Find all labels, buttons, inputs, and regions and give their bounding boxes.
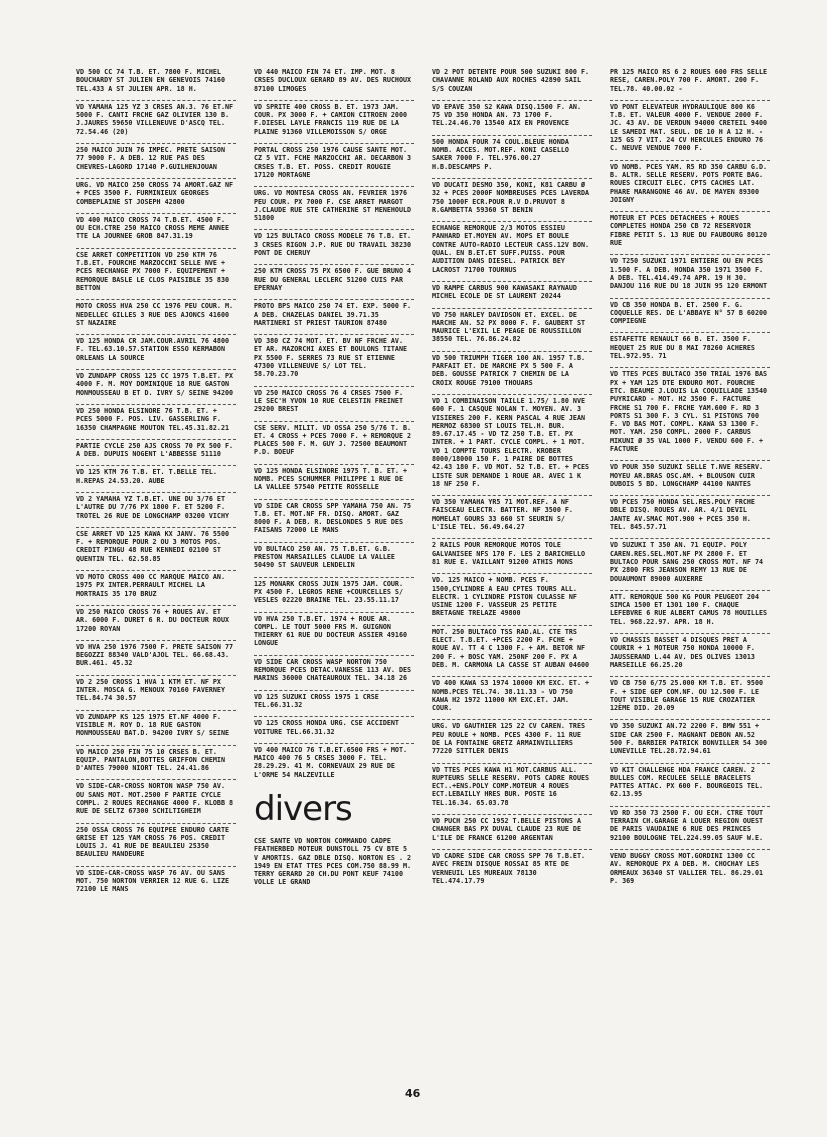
- ad-separator: [76, 773, 236, 780]
- ad-separator: [254, 137, 414, 144]
- classified-ad: ATT. REMORQUE 500 KG POUR PEUGEOT 204 SIMCA 1500 ET 1301 100 F. CHAQUE LEFEBVRE 6 RUE ALBERT CAMUS 78 HOUILLES TEL. 968.22.97. APR. 18 H.: [610, 592, 768, 626]
- classified-ad: URG. VD GAUTHIER 125 22 CV CAREN. TRES PEU ROULE + NOMB. PCES 4300 F. 11 RUE DE LA FONTAINE GRETZ ARMAINVILLIERS 77220 SITTLER DENIS: [432, 722, 585, 756]
- classified-ad: VD EPAVE 350 S2 KAWA DISQ.1500 F. AN. 75 VD 350 HONDA AN. 73 1700 F. TEL.24.46.70 13540 AIX EN PROVENCE: [432, 102, 581, 128]
- classified-ad: VD 2 250 CROSS 1 HVA 1 KTM ET. NF PX INTER. MOSCA G. MENOUX 70160 FAVERNEY TEL.84.74 30.57: [76, 677, 225, 703]
- classified-ad: VD 400 MAICO 76 T.B.ET.6500 FRS + MOT. MAICO 400 76 5 CRSES 3000 F. TEL. 28.29.29. 41 M. CORNEVAUX 29 RUE DE L'ORME 54 MALZEVILLE: [254, 745, 407, 779]
- ad-separator: [610, 205, 770, 212]
- classified-ad: VD 125 BULTACO CROSS MODELE 76 T.B. ET. 3 CRSES RIGON J.P. RUE DU TRAVAIL 38230 PONT DE CHERUY: [254, 232, 412, 258]
- section-heading: divers: [254, 789, 352, 829]
- classified-ad: VD NOMB. PCES YAM. R5 RD 350 CARBU G.D. B. ALTR. SELLE RESERV. POTS PORTE BAG. ROUES CIRCUIT ELEC. CPTS CACHES LAT. PHARE MARANGONE 46 AV. DE MAYEN 89300 JOIGNY: [610, 162, 768, 204]
- classified-ad: VD MOTO CROSS 400 CC MARQUE MAICO AN. 1975 PX INTER.PERRAULT MICHEL LA MORTRAIS 35 170 BRUZ: [76, 573, 225, 598]
- classified-ad: MOTEUR ET PCES DETACHEES + ROUES COMPLETES HONDA 250 CB 72 RESERVOIR FIBRE PETIT S. 13 RUE DU FAUBOURG 80120 RUE: [610, 214, 768, 248]
- ad-separator: [254, 710, 414, 717]
- ad-separator: [432, 215, 592, 222]
- classified-ad: VD 125 KTM 76 T.B. ET. T.BELLE TEL. H.REPAS 24.53.20. AUBE: [76, 468, 217, 485]
- ad-separator: [610, 713, 770, 720]
- ad-separator: [254, 458, 414, 465]
- ad-separator: [432, 670, 592, 677]
- ad-separator: [610, 154, 770, 161]
- classified-ad: VD POUR 350 SUZUKI SELLE T.NVE RESERV. MOYEU AR.BRAS OSC.AM. + BLOUSON CUIR DUBOIS 5 BD. LONGCHAMP 44100 NANTES: [610, 463, 763, 488]
- classified-ad: URG. VD MONTESA CROSS AN. FEVRIER 1976 PEU COUR. PX 7000 F. CSE ARRET MARGOT J.CLAUDE RUE STE CATHERINE ST MENEHOULD 51800: [254, 189, 412, 223]
- ad-separator: [76, 704, 236, 711]
- ad-separator: [610, 584, 770, 591]
- ad-separator: [432, 808, 592, 815]
- ad-separator: [76, 521, 236, 528]
- ad-separator: [432, 619, 592, 626]
- classified-ad: CSE SANTE VD NORTON COMMANDO CADPE FEATHERBED MOTEUR DUNSTOLL 75 CV BTE 5 V AMORTIS. GAZ DBLE DISQ. NORTON ES . 2 1949 EN ETAT TTES PCES COM.750 88.99 M. TERRY GERARD 20 CH.DU PONT KEUF 74100 VOLLE LE GRAND: [254, 837, 412, 887]
- classified-ad: CSE ARRET COMPETITION VD 250 KTM 76 T.B.ET. FOURCHE MARZOCCHI SELLE NVE + PCES RECHANGE PX 7000 F. EQUIPEMENT + REMORQUE BASLE LE CLOS PAISIBLE 35 830 BETTON: [76, 250, 229, 292]
- ad-separator: [254, 571, 414, 578]
- classified-ad: VD 1 COMBINAISON TAILLE 1.75/ 1.80 NVE 600 F. 1 CASQUE NOLAN T. MOYEN. AV. 3 VISIERES 200 F. KERN PASCAL 4 RUE JEAN MERMOZ 68300 ST LOUIS TEL.H. BUR. 89.67.17.45 - VD TZ 250 T.B. ET. PX INTER. + 1 PART. CYCLE COMPL. + 1 MOT. VD 1 COMPTE TOURS ELECTR. KROBER 8000/18000 150 F. 1 PAIRE DE BOTTES 42.43 180 F. VD MOT. 52 T.B. ET. + PCES LISTE SUR DEMANDE 1 ROUE AR. AVEC 1 K 18 NF 250 F.: [432, 396, 590, 488]
- classified-ad: 2 RAILS POUR REMORQUE MOTOS TOLE GALVANISEE NFS 170 F. LES 2 BARICHELLO 81 RUE E. VAILLANT 91200 ATHIS MONS: [432, 541, 585, 566]
- classified-ad: VD YAMAHA 125 YZ 3 CRSES AN.3. 76 ET.NF 5000 F. CANTI FRCHE GAZ OLIVIER 130 B. J.JAURES 59650 VILLENEUVE D'ASCQ TEL. 72.54.46 (20): [76, 102, 234, 136]
- classified-ad: VD CADRE SIDE CAR CROSS SPP 76 T.B.ET. AVEC FREIN DISQUE ROSSAI 85 RTE DE VERNEUIL LES MUREAUX 78130 TEL.474.17.79: [432, 851, 585, 885]
- classified-ad: PROTO BPS MAICO 250 74 ET. EXP. 5000 F. A DEB. CHAZELAS DANIEL 39.71.35 MARTINERI ST PRIEST TAURION 87480: [254, 302, 412, 327]
- classified-ad: VD HVA 250 1976 7500 F. PRETE SAISON 77 BEGOZZI 88340 VALD'AJOL TEL. 66.68.43. BUR.461. 45.32: [76, 642, 234, 668]
- classified-ad: VD RAMPE CARBUS 900 KAWASAKI RAYNAUD MICHEL ECOLE DE ST LAURENT 20244: [432, 283, 577, 301]
- classified-ad: ECHANGE REMORQUE 2/3 MOTOS ESSIEU PANHARD ET.MOYEN AV. MOPS ET BOULE CONTRE AUTO-RADIO LECTEUR CASS.12V BON. QUAL. EN B.ET.ET SUFF.PUISS. POUR AUDITION DANS DIESEL. PATRICK BEY LACROST 71700 TOURNUS: [432, 224, 590, 274]
- classified-ad: VD 125 SUZUKI CROSS 1975 1 CRSE TEL.66.31.32: [254, 692, 379, 709]
- ad-separator: [254, 328, 414, 335]
- classified-ad: VD HVA 250 T.B.ET. 1974 + ROUE AR. COMPL. LE TOUT 5000 FRS M. GUIGNON THIERRY 61 RUE DU DOCTEUR ASSIER 49160 LONGUE: [254, 614, 407, 648]
- classified-ad: VD 125 CROSS HONDA URG. CSE ACCIDENT VOITURE TEL.66.31.32: [254, 719, 399, 736]
- ad-separator: [76, 634, 236, 641]
- classified-ad: VD TTES PCES BULTACO 350 TRIAL 1976 BAS PX + YAM 125 DTE ENDURO MOT. FOURCHE ETC. BEAUME J.LOUIS LA COQUILLADE 13540 PUYRICARD - MOT. H2 3500 F. FACTURE FRCHE S1 700 F. FRCHE YAM.600 F. RD 3 PORTS S1 300 F. 3 CYL. S1 PISTONS 700 F. VD BAS MOT. COMPL. KAWA S3 1300 F. MOT. YAM. 250 COMPL. 2000 F. CARBUS MIKUNI Ø 35 VAL 1000 F. VENDU 600 F. + FACTURE: [610, 370, 768, 453]
- ad-separator: [432, 129, 592, 136]
- ad-separator: [254, 94, 414, 101]
- ad-separator: [610, 454, 770, 461]
- ad-separator: [254, 415, 414, 422]
- classified-ad: VD KIT CHALLENGE HDA FRANCE CAREN. 2 BULLES COM. RECULEE SELLE BRACELETS PATTES ATTAC. PX 600 F. BOURGEOIS TEL. 62.13.95: [610, 765, 763, 799]
- classified-ad: VD 350 SUZUKI AN.72 2200 F. BMW 551 + SIDE CAR 2500 F. MAGNANT DEBON AN.52 500 F. BARBIER PATRICK BONVILLER 54 300 LUNEVILLE TEL.28.72.94.61: [610, 722, 768, 756]
- classified-ad: VD 380 CZ 74 MOT. ET. BV NF FRCHE AV. ET AR. MAZORCHI AXES ET BOULONS TITANE PX 5500 F. SERRES 73 RUE ST ETIENNE 47300 VILLENEUVE S/ LOT TEL. 58.70.23.70: [254, 337, 407, 379]
- classified-ad: VD 250 HONDA ELSINORE 76 T.B. ET. + PCES 5000 F. POS. LIV. GASSERLING F. 16350 CHAMPAGNE MOUTON TEL.45.31.82.21: [76, 406, 229, 432]
- ad-separator: [76, 94, 236, 101]
- ad-separator: [254, 649, 414, 656]
- classified-ad: VD 400 KAWA S3 1974 10000 KM EXC. ET. + NOMB.PCES TEL.74. 38.11.33 - VD 750 KAWA H2 1972 11000 KM EXC.ET. JAM. COUR.: [432, 679, 590, 713]
- classified-ad: VD CHASSIS BASSET 4 DISQUES PRET A COURIR + 1 MOTEUR 750 HONDA 10000 F. JAUSSERAND L.44 AV. DES OLIVES 13013 MARSEILLE 66.25.20: [610, 636, 755, 669]
- classified-ad: VD. 125 MAICO + NOMB. PCES F. 1500,CYLINDRE A EAU CPTES TOURS ALL. ELECTR. 1 CYLINDRE PISTON CULASSE NF USINE 1200 F. VASSEUR 25 PETITE BRETAGNE TRELAZE 49800: [432, 576, 577, 618]
- ads-column-4: [610, 68, 770, 886]
- ad-separator: [254, 493, 414, 500]
- classified-ad: VD PCES 750 HONDA SEL.RES.POLY FRCHE DBLE DISQ. ROUES AV. AR. 4/1 DEVIL JANTE AV.SMAC MOT.900 + PCES 350 H. TEL. 845.57.71: [610, 498, 755, 532]
- ad-separator: [76, 599, 236, 606]
- ad-separator: [76, 137, 236, 144]
- classified-ad: VD PONT ELEVATEUR HYDRAULIQUE 800 K6 T.B. ET. VALEUR 4000 F. VENDUE 2000 F. JC. 43 AV. DE VERDUN 94000 CRETEIL 9400 LE SAMEDI MAT. SEUL. DE 10 H A 12 H. - 125 GS 7 VIT. 24 CV HERCULES ENDURO 76 C. NEUVE VENDUE 7000 F.: [610, 102, 768, 153]
- ad-separator: [432, 172, 592, 179]
- ads-column-2: [254, 68, 414, 888]
- classified-ad: VD BULTACO 250 AN. 75 T.B.ET. G.B. PRESTON MARSAILLES CLAUDE LA VALLEE 50490 ST SAUVEUR LENDELIN: [254, 544, 395, 570]
- classified-ad: VD T250 SUZUKI 1971 ENTIERE OU EN PCES 1.500 F. A DEB. HONDA 350 1971 3500 F. A DEB. TEL.414.49.74 APR. 19 H 30. DANJOU 116 RUE DU 18 JUIN 95 120 ERMONT: [610, 257, 768, 291]
- ad-separator: [254, 737, 414, 744]
- ad-separator: [254, 606, 414, 613]
- classified-ad: VD SIDE-CAR-CROSS NORTON WASP 750 AV. OU SANS MOT. MOT.2500 F PARTIE CYCLE COMPL. 2 ROUES RECHANGE 4000 F. KLOBB 8 RUE DE SELTZ 67300 SCHILTIGHEIM: [76, 782, 234, 816]
- classified-ad: 250 KTM CROSS 75 PX 6500 F. GUE BRUNO 4 RUE DU GENERAL LECLERC 51200 CUIS PAR EPERNAY: [254, 267, 412, 292]
- ad-separator: [76, 328, 236, 335]
- classified-ad: VD 125 HONDA CR JAM.COUR.AVRIL 76 4800 F. TEL.63.10.57.STATION ESSO KERMABON ORLEANS LA SOURCE: [76, 337, 229, 362]
- page-number: 46: [405, 1087, 421, 1100]
- classified-ad: VD SUZUKI T 350 AN. 71 EQUIP. POLY CAREN.RES.SEL.MOT.NF PX 2800 F. ET BULTACO POUR SANG 250 CROSS MOT. NF 74 PX 2800 FRS JEANSON REMY 13 RUE DE DOUAUMONT 89000 AUXERRE: [610, 541, 763, 583]
- classified-ad: PORTAL CROSS 250 1976 CAUSE SANTE MOT. CZ 5 VIT. FCHE MARZOCCHI AR. DECARBON 3 CRSES T.B. ET. POSS. CREDIT ROUGIE 17120 MORTAGNE: [254, 146, 412, 179]
- classified-ad: VD 440 MAICO FIN 74 ET. IMP. MOT. 8 CRSES DUCLOUX GERARD 89 AV. DES RUCHOUX 87100 LIMOGES: [254, 68, 412, 93]
- classified-ad: MOTO CROSS HVA 250 CC 1976 PEU COUR. M. NEDELLEC GILLES 3 RUE DES AJONCS 41600 ST NAZAIRE: [76, 302, 234, 327]
- ad-separator: [76, 433, 236, 440]
- ad-separator: [432, 532, 592, 539]
- ad-separator: [254, 380, 414, 387]
- classified-ad: CSE SERV. MILIT. VD OSSA 250 5/76 T. B. ET. 4 CROSS + PCES 7000 F. + REMORQUE 2 PLACES 500 F. M. GUY J. 72500 BEAUMONT P.D. BOEUF: [254, 423, 412, 457]
- ad-separator: [432, 713, 592, 720]
- ad-separator: [610, 843, 770, 850]
- classified-ad: VD ZUNDAPP CROSS 125 CC 1975 T.B.ET. PX 4000 F. M. MOY DOMINIQUE 18 RUE GASTON MONMOUSSEAU B ET D. IVRY S/ SEINE 94200: [76, 372, 234, 397]
- classified-ad: VD SIDE CAR CROSS SPP YAMAHA 750 AN. 75 T.B. ET. MOT.NF FR. DISQ. AMORT. GAZ 8000 F. A DEB. R. DESLONDES 5 RUE DES FAISANS 72000 LE MANS: [254, 501, 412, 535]
- ad-separator: [610, 532, 770, 539]
- classified-ad: URG. VD MAICO 250 CROSS 74 AMORT.GAZ NF + PCES 3500 F. FURMINIEUX GEORGES COMBEPLAINE ST JOSEPH 42800: [76, 180, 234, 206]
- classified-ad: VD CB 350 HONDA B. ET. 2500 F. G. COQUELLE RES. DE L'ABBAYE N° 57 B 60200 COMPIEGNE: [610, 300, 768, 326]
- ads-column-3: [432, 68, 592, 886]
- classified-ad: 500 HONDA FOUR 74 COUL.BLEUE HONDA NOMB. ACCES. MOT.REF. KONI CASELLO SAKER 7000 F. TEL.976.00.27 H.B.DESCAMPS P.: [432, 137, 569, 171]
- ad-separator: [610, 757, 770, 764]
- ad-separator: [76, 860, 236, 867]
- ad-separator: [76, 363, 236, 370]
- classified-ad: 250 MAICO JUIN 76 IMPEC. PRETE SAISON 77 9000 F. A DEB. 12 RUE PAS DES CHEVRES-LAGORD 17140 P.GUILHENJOUAN: [76, 146, 225, 171]
- classified-ad: CSE ARRET VD 125 KAWA KX JANV. 76 5500 F. + REMORQUE POUR 2 OU 3 MOTOS POS. CREDIT PINGU 48 RUE KENNEDI 02100 ST QUENTIN TEL. 62.58.85: [76, 529, 229, 563]
- classified-ad: 125 MONARK CROSS JUIN 1975 JAM. COUR. PX 4500 F. LEGROS RENE +COURCELLES S/ VESLES 02220 BRAINE TEL. 23.55.11.17: [254, 579, 403, 605]
- ad-separator: [254, 293, 414, 300]
- ad-separator: [254, 258, 414, 265]
- ad-separator: [76, 459, 236, 466]
- ad-separator: [254, 223, 414, 230]
- ad-separator: [432, 843, 592, 850]
- ad-separator: [610, 361, 770, 368]
- ad-separator: [432, 388, 592, 395]
- ad-separator: [76, 739, 236, 746]
- ad-separator: [432, 94, 592, 101]
- classified-ad: ESTAFETTE RENAULT 66 B. ET. 3500 F. HEQUET 25 RUE DU 8 MAI 78260 ACHERES TEL.972.95. 71: [610, 335, 755, 361]
- ad-separator: [610, 326, 770, 333]
- classified-ad: VEND BUGGY CROSS MOT.GORDINI 1300 CC AV. REMORQUE PX A DEB. M. CHOCHAY LES ORMEAUX 36340 ST VALLIER TEL. 86.29.01 P. 369: [610, 851, 763, 885]
- classified-ad: VD 500 CC 74 T.B. ET. 7800 F. MICHEL BOUCHARDY ST JULIEN EN GENEVOIS 74160 TEL.433 A ST JULIEN APR. 18 H.: [76, 68, 225, 93]
- classified-ad: VD 400 MAICO CROSS 74 T.B.ET. 4500 F. OU ECH.CTRE 250 MAICO CROSS MEME ANNEE TTE LA JOURNEE GROB 847.31.19: [76, 215, 229, 241]
- ads-column-1: [76, 68, 236, 895]
- classified-ad: VD 750 HARLEY DAVIDSON ET. EXCEL. DE MARCHE AN. 52 PX 8000 F. F. GAUBERT ST MAURICE L'EXIL LE PEAGE DE ROUSSILLON 38550 TEL. 76.86.24.82: [432, 310, 585, 344]
- ad-separator: [76, 172, 236, 179]
- classified-ad: VD PUCH 250 CC 1952 T.BELLE PISTONS A CHANGER BAS PX DUVAL CLAUDE 23 RUE DE L'ILE DE FRANCE 61200 ARGENTAN: [432, 817, 581, 842]
- classified-ad: VD 350 YAMAHA YR5 71 MOT.REF. A NF FAISCEAU ELECTR. BATTER. NF 3500 F. MOMELAT GOURS 33 660 ST SEURIN S/ L'ISLE TEL. 56.49.64.27: [432, 498, 573, 532]
- classified-ad: VD 500 TRIUMPH TIGER 100 AN. 1957 T.B. PARFAIT ET. DE MARCHE PX 5 500 F. A DEB. GOUSSE PATRICK 7 CHEMIN DE LA CROIX ROUGE 79100 THOUARS: [432, 353, 585, 387]
- classified-ad: VD DUCATI DESMO 350, KONI, K81 CARBU Ø 32 + PCES 2000F NOMBREUSES PCES LAVERDA 750 1000F ECR.POUR R.V D.PRUVOT 8 R.GAMBETTA 59360 ST BENIN: [432, 180, 590, 214]
- ad-separator: [76, 293, 236, 300]
- classified-ad: VD 250 MAICO CROSS 76 + ROUES AV. ET AR. 6000 F. DURET 6 R. DU DOCTEUR ROUX 17200 ROYAN: [76, 607, 229, 633]
- ad-separator: [254, 684, 414, 691]
- ad-separator: [610, 292, 770, 299]
- ad-separator: [610, 248, 770, 255]
- classified-ad: VD CB 750 6/75 25.000 KM T.B. ET. 9500 F. + SIDE GEP COM.NF. OU 12.500 F. LE TOUT VISIBLE GARAGE 15 RUE CROZATIER 12ÈME DID. 20.09: [610, 679, 763, 713]
- ad-separator: [76, 817, 236, 824]
- classified-ad: VD 2 POT DETENTE POUR 500 SUZUKI 800 F. CHAVANNE ROLAND AUX ROCHES 42890 SAIL S/S COUZAN: [432, 68, 590, 93]
- classified-ad: 250 OSSA CROSS 76 EQUIPEE ENDURO CARTE GRISE ET 125 YAM CROSS 76 POS. CREDIT LOUIS J. 41 RUE DE BEAULIEU 25350 BEAULIEU MANDEURE: [76, 825, 229, 859]
- classified-ad: VD 250 MAICO CROSS 76 4 CRSES 7500 F. LE SEC'H YVON 10 RUE CELESTIN FREINET 29200 BREST: [254, 388, 403, 414]
- ad-separator: [610, 800, 770, 807]
- classified-ad: VD SIDE CAR CROSS WASP NORTON 750 REMORQUE PCES DETAC.VANESSE 113 AV. DES MARINS 36000 CHATEAUROUX TEL. 34.18 26: [254, 657, 412, 683]
- ad-separator: [432, 345, 592, 352]
- classified-ad: VD 2 YAMAHA YZ T.B.ET. UNE DU 3/76 ET L'AUTRE DU 7/76 PX 1800 F. ET 5200 F. TROTEL 26 RUE DE LONGCHAMP 03200 VICHY: [76, 494, 229, 520]
- ad-separator: [432, 275, 592, 282]
- ad-separator: [610, 489, 770, 496]
- ad-separator: [76, 486, 236, 493]
- classified-ad: VD SIDE-CAR-CROSS WASP 76 AV. OU SANS MOT. 750 NORTON VERRIER 12 RUE G. LIZE 72100 LE MANS: [76, 868, 229, 894]
- ad-separator: [76, 669, 236, 676]
- ad-separator: [610, 627, 770, 634]
- ad-separator: [76, 398, 236, 405]
- ad-separator: [254, 180, 414, 187]
- classified-ad: VD TTES PCES KAWA H1 MOT.CARBUS ALL. RUPTEURS SELLE RESERV. POTS CADRE ROUES ECT..+ENS.POLY COMP.MOTEUR 4 ROUES ECT.LEBAILLY HRES BUR. POSTE 16 TEL.16.34. 65.03.78: [432, 765, 590, 807]
- ad-separator: [432, 302, 592, 309]
- ad-separator: [432, 757, 592, 764]
- ad-separator: [76, 242, 236, 249]
- classified-ad: VD SPRITE 400 CROSS B. ET. 1973 JAM. COUR. PX 3000 F. + CAMION CITROEN 2000 F.DIESEL LAYLE FRANCIS 119 RUE DE LA PLAINE 91360 VILLEMOISSON S/ ORGE: [254, 102, 407, 136]
- ad-separator: [254, 536, 414, 543]
- classified-ad: PARTIE CYCLE 250 AJS CROSS 70 PX 500 F. A DEB. DUPUIS NOGENT L'ABBESSE 51110: [76, 441, 234, 459]
- classified-ad: VD MAICO 250 FIN 75 10 CRSES B. ET. EQUIP. PANTALON,BOTTES GRIFFON CHEMIN D'ANTES 79000 NIORT TEL. 24.41.86: [76, 747, 225, 773]
- ad-separator: [432, 489, 592, 496]
- classified-ad: VD RD 350 73 2500 F. OU ECH. CTRE TOUT TERRAIN CH.GARAGE A LOUER REGION OUEST DE PARIS VAUDAINE 6 RUE DES PRINCES 92100 BOULOGNE TEL.224.99.05 SAUF W.E.: [610, 808, 763, 842]
- ad-separator: [610, 670, 770, 677]
- ad-separator: [76, 207, 236, 214]
- ad-separator: [76, 564, 236, 571]
- classified-ad: PR 125 MAICO RS 6 2 ROUES 600 FRS SELLE RESE, CAREN.POLY 700 F. AMORT. 200 F. TEL.78. 40.00.02 -: [610, 68, 768, 93]
- classified-ad: VD 125 HONDA ELSINORE 1975 T. B. ET. + NOMB. PCES SCHUMMER PHILIPPE 1 RUE DE LA VALLEE 57540 PETITE ROSSELLE: [254, 466, 407, 492]
- classified-ad: VD ZUNDAPP KS 125 1975 ET.NF 4000 F. VISIBLE M. ROY D. 18 RUE GASTON MONMOUSSEAU BAT.D. 94200 IVRY S/ SEINE: [76, 712, 229, 738]
- ad-separator: [432, 567, 592, 574]
- classified-ad: MOT. 250 BULTACO TSS RAD.AL. CTE TRS ELECT. T.B.ET. +PCES 2200 F. FCHE + ROUE AV. TT 4 C 1300 F. + AM. BETOR NF 200 F. + BOSC YAM. 250NF 200 F. PX A DEB. M. CARMONA LA CASSE ST AUBAN 04600: [432, 627, 590, 669]
- ad-separator: [610, 94, 770, 101]
